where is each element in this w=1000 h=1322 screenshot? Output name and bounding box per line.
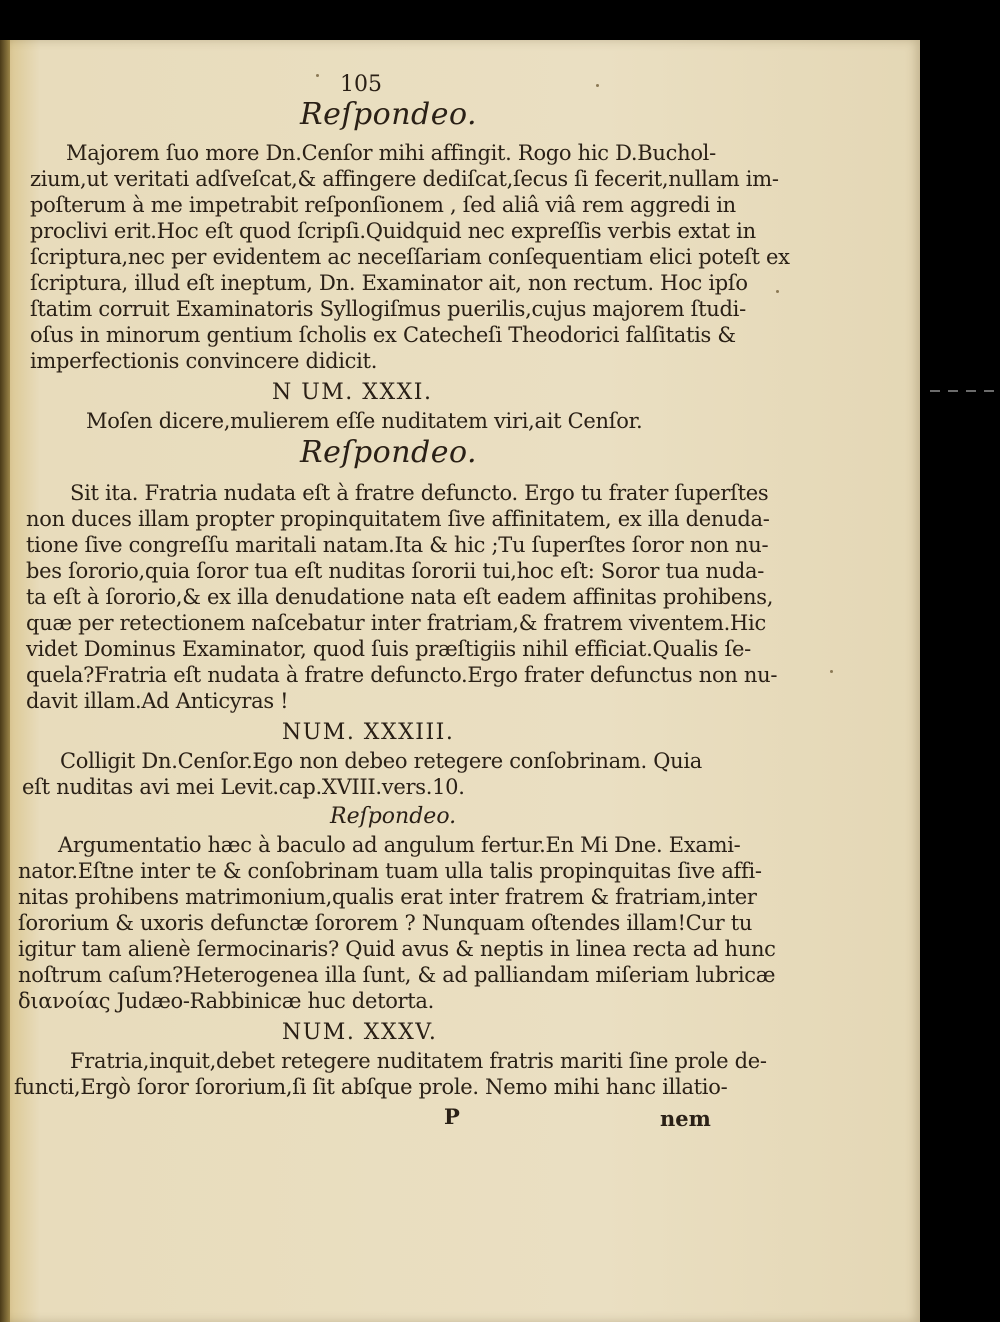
text-line: poſterum à me impetrabit reſponſionem , ſed aliâ viâ rem aggredi in bbox=[30, 193, 736, 217]
num-heading: N UM. XXXI. bbox=[272, 380, 433, 405]
text-line: eſt nuditas avi mei Levit.cap.XVIII.vers.10. bbox=[22, 775, 465, 799]
text-line: tione ſive congreſſu maritali natam.Ita & hic ;Tu ſuperſtes ſoror non nu- bbox=[26, 533, 769, 557]
page-text bbox=[0, 40, 920, 1322]
text-line: davit illam.Ad Anticyras ! bbox=[26, 689, 289, 713]
text-line: ſororium & uxoris defunctæ ſororem ? Nunquam oſtendes illam!Cur tu bbox=[18, 911, 753, 935]
text-line: Moſen dicere,mulierem eſſe nuditatem viri,ait Cenſor. bbox=[86, 409, 643, 433]
text-line: nator.Eſtne inter te & conſobrinam tuam ulla talis propinquitas ſive affi- bbox=[18, 859, 762, 883]
text-line: Majorem ſuo more Dn.Cenſor mihi affingit. Rogo hic D.Buchol- bbox=[66, 141, 716, 165]
text-line: imperfectionis convincere didicit. bbox=[30, 349, 378, 373]
scan-artifact bbox=[966, 390, 976, 392]
text-line: non duces illam propter propinquitatem ſive affinitatem, ex illa denuda- bbox=[26, 507, 770, 531]
text-line: igitur tam alienè ſermocinaris? Quid avus & neptis in linea recta ad hunc bbox=[18, 937, 776, 961]
text-line: noſtrum caſum?Heterogenea illa ſunt, & ad palliandam miſeriam lubricæ bbox=[18, 963, 776, 987]
text-line: zium,ut veritati adſveſcat,& affingere dediſcat,ſecus ſi fecerit,nullam im- bbox=[30, 167, 779, 191]
scan-artifact bbox=[948, 390, 958, 392]
text-line: quæ per retectionem naſcebatur inter fratriam,& fratrem viventem.Hic bbox=[26, 611, 766, 635]
scan-speck bbox=[596, 84, 599, 87]
num-heading: NUM. XXXIII. bbox=[282, 720, 455, 745]
text-line: ſcriptura,nec per evidentem ac neceſſariam conſequentiam elici poteſt ex bbox=[30, 245, 790, 269]
text-line: quela?Fratria eſt nudata à fratre defuncto.Ergo frater defunctus non nu- bbox=[26, 663, 778, 687]
scan-artifact bbox=[930, 390, 940, 392]
catchword: nem bbox=[660, 1106, 711, 1131]
text-line: bes ſororio,quia ſoror tua eſt nuditas ſororii tui,hoc eſt: Soror tua nuda- bbox=[26, 559, 765, 583]
text-line: videt Dominus Examinator, quod ſuis præſtigiis nihil efficiat.Qualis ſe- bbox=[26, 637, 751, 661]
text-line: Colligit Dn.Cenſor.Ego non debeo retegere conſobrinam. Quia bbox=[60, 749, 703, 773]
scan-speck bbox=[316, 74, 319, 77]
text-line: nitas prohibens matrimonium,qualis erat inter fratrem & fratriam,inter bbox=[18, 885, 757, 909]
text-line: Sit ita. Fratria nudata eſt à fratre defuncto. Ergo tu frater ſuperſtes bbox=[70, 481, 769, 505]
text-line: oſus in minorum gentium ſcholis ex Catecheſi Theodorici falſitatis & bbox=[30, 323, 736, 347]
scan-speck bbox=[776, 290, 779, 293]
text-line: ta eſt à ſororio,& ex illa denudatione nata eſt eadem affinitas prohibens, bbox=[26, 585, 774, 609]
text-line: Fratria,inquit,debet retegere nuditatem fratris mariti ſine prole de- bbox=[70, 1049, 767, 1073]
scan-speck bbox=[830, 670, 833, 673]
book-page bbox=[0, 40, 920, 1322]
section-heading: Reſpondeo. bbox=[330, 804, 457, 829]
section-heading: Reſpondeo. bbox=[300, 435, 478, 470]
text-line: Argumentatio hæc à baculo ad angulum fertur.En Mi Dne. Exami- bbox=[58, 833, 741, 857]
text-line: functi,Ergò ſoror ſororium,ſi ſit abſque prole. Nemo mihi hanc illatio- bbox=[14, 1075, 728, 1099]
scan-artifact bbox=[984, 390, 994, 392]
text-line: ſtatim corruit Examinatoris Syllogiſmus puerilis,cujus majorem ſtudi- bbox=[30, 297, 746, 321]
page-number: 105 bbox=[340, 72, 382, 97]
text-line: ſcriptura, illud eſt ineptum, Dn. Examinator ait, non rectum. Hoc ipſo bbox=[30, 271, 748, 295]
section-heading: Reſpondeo. bbox=[300, 97, 478, 132]
signature-mark: P bbox=[444, 1104, 460, 1129]
num-heading: NUM. XXXV. bbox=[282, 1020, 438, 1045]
text-line: proclivi erit.Hoc eſt quod ſcripſi.Quidquid nec expreſſis verbis extat in bbox=[30, 219, 756, 243]
text-line: διανοίας Judæo-Rabbinicæ huc detorta. bbox=[18, 989, 435, 1013]
